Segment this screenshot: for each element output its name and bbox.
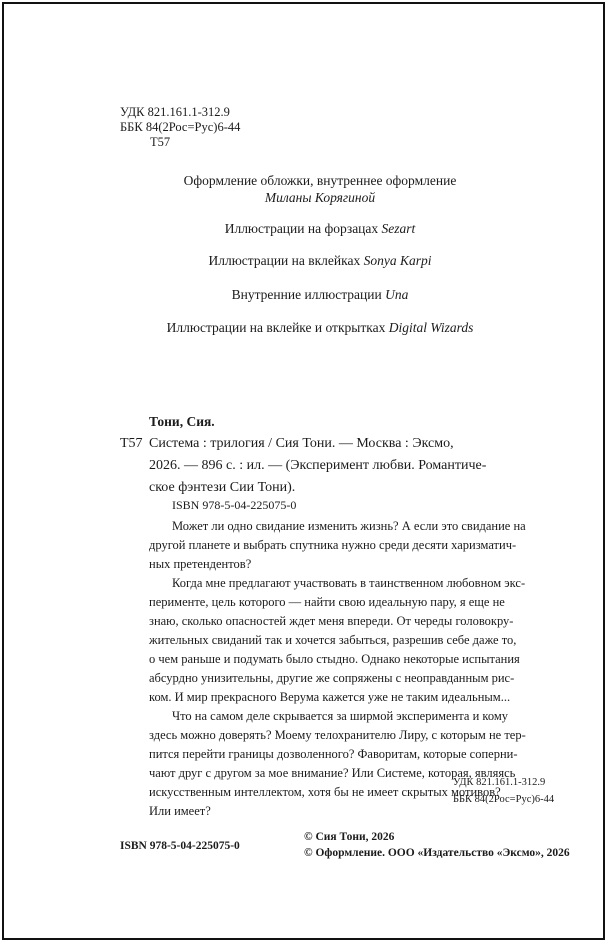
internal-artist: Una — [385, 287, 409, 302]
bib-line-1: Система : трилогия / Сия Тони. — Москва : Эксмо, — [149, 436, 454, 451]
annotation-paragraph-1: Может ли одно свидание изменить жизнь? А если это свидание на другой планете и выбрать спутника нужно среди десяти харизматич- ных претендентов? — [149, 519, 526, 571]
credit-inserts: Иллюстрации на вклейках Sonya Karpi — [208, 253, 432, 268]
copyright-author: © Сия Тони, 2026 — [304, 831, 395, 843]
copyright-design: © Оформление. ООО «Издательство «Эксмо», 2026 — [304, 847, 570, 859]
bottom-udk-code: УДК 821.161.1-312.9 — [453, 777, 546, 788]
bib-record — [149, 433, 486, 499]
bib-mark: Т57 — [120, 436, 143, 451]
credit-postcards: Иллюстрации на вклейке и открытках Digital Wizards — [166, 320, 474, 335]
bottom-codes — [453, 774, 554, 808]
credit-endpapers: Иллюстрации на форзацах Sezart — [224, 221, 416, 236]
inserts-artist: Sonya Karpi — [363, 253, 432, 268]
annotation-paragraph-2: Когда мне предлагают участвовать в таинственном любовном экс- перименте, цель которого — найти свою идеальную пару, я еще не знаю, сколько опасностей ждет меня впереди. От череды головокру- жительных свиданий так и хочется забыться, разрешив себе даже то, о чем раньше и подумать было стыдно. Однако некоторые испытания абсурдно унизительны, другие же сопряжены с неоправданным рис- ком. И мир прекрасного Верума кажется уже не таким идеальным... — [149, 576, 526, 704]
bbk-code: ББК 84(2Рос=Рус)6-44 — [120, 120, 241, 134]
credit-internal: Внутренние иллюстрации Una — [231, 287, 409, 302]
bib-line-3: ское фэнтези Сии Тони). — [149, 480, 296, 495]
credit-cover — [120, 172, 520, 206]
annotation-paragraph-3: Что на самом деле скрывается за ширмой эксперимента и кому здесь можно доверять? Моему телохранителю Лиру, с которым не тер- пится перейти границы дозволенного? Фаворитам, которые соперни- чают друг с другом за мое внимание? Или Системе, которая, являясь искусственным интеллектом, хотя бы не имеет скрытых мотивов? Или имеет? — [149, 709, 526, 818]
bottom-bbk-code: ББК 84(2Рос=Рус)6-44 — [453, 794, 555, 805]
udk-code: УДК 821.161.1-312.9 — [120, 105, 230, 119]
endpapers-artist: Sezart — [381, 221, 416, 236]
credit-cover-line1: Оформление обложки, внутреннее оформление — [183, 173, 457, 188]
footer-copyrights — [304, 829, 570, 861]
postcards-artist: Digital Wizards — [388, 320, 474, 335]
bib-author-heading: Тони, Сия. — [149, 414, 215, 429]
bib-isbn: ISBN 978-5-04-225075-0 — [172, 498, 297, 512]
bib-line-2: 2026. — 896 с. : ил. — (Эксперимент любви. Романтиче- — [149, 458, 487, 473]
author-mark: Т57 — [150, 135, 171, 149]
credit-cover-artist: Миланы Корягиной — [264, 190, 376, 205]
classification-codes — [120, 105, 240, 150]
footer-isbn: ISBN 978-5-04-225075-0 — [120, 840, 240, 852]
